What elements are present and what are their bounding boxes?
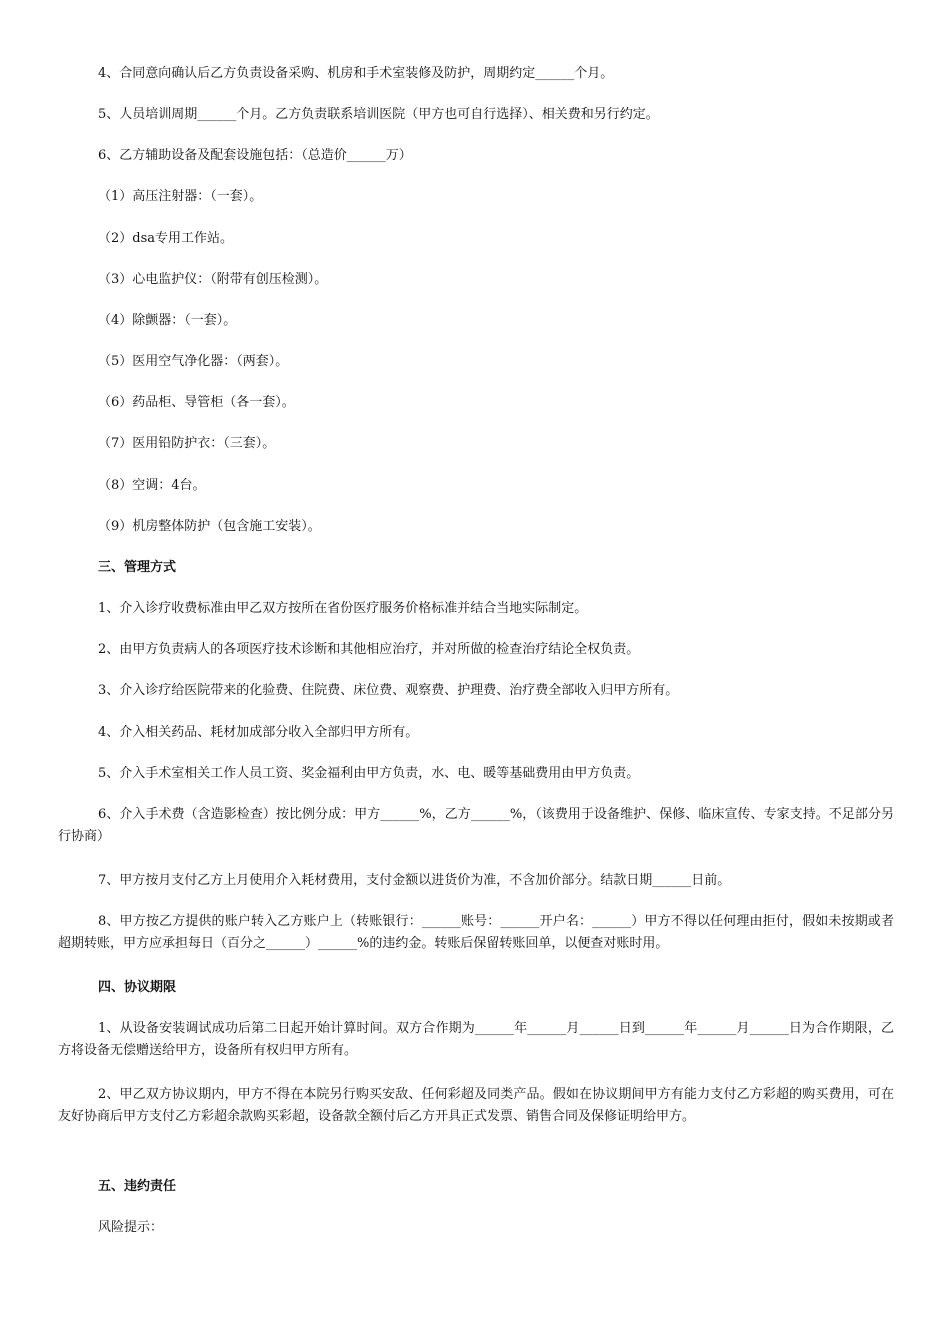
term-clause-2: 2、甲乙双方协议期内，甲方不得在本院另行购买安敌、任何彩超及同类产品。假如在协议期间甲方有能力支付乙方彩超的购买费用，可在友好协商后甲方支付乙方彩超余款购买彩超，设备款全额付后乙方开具正式发票、销售合同及保修证明给甲方。: [58, 1087, 894, 1124]
equipment-item-5: （5）医用空气净化器：（两套）。: [98, 354, 289, 369]
equipment-item-2: （2）dsa专用工作站。: [98, 231, 234, 246]
management-clause-8: 8、甲方按乙方提供的账户转入乙方账户上（转账银行：______账号：______开户名：______）甲方不得以任何理由拒付，假如未按期或者超期转账，甲方应承担每日（百分之______）______%的违约金。转账后保留转账回单，以便查对账时用。: [58, 914, 894, 951]
equipment-item-8: （8）空调：4台。: [98, 478, 206, 493]
equipment-item-6: （6）药品柜、导管柜（各一套）。: [98, 395, 295, 410]
risk-notice-label: 风险提示：: [98, 1220, 164, 1235]
equipment-item-7: （7）医用铅防护衣：（三套）。: [98, 436, 276, 451]
clause-5-training: 5、人员培训周期______个月。乙方负责联系培训医院（甲方也可自行选择）、相关费和另行约定。: [98, 107, 659, 122]
equipment-item-1: （1）高压注射器：（一套）。: [98, 189, 263, 204]
management-clause-1: 1、介入诊疗收费标准由甲乙双方按所在省份医疗服务价格标准并结合当地实际制定。: [98, 601, 588, 616]
management-clause-4: 4、介入相关药品、耗材加成部分收入全部归甲方所有。: [98, 725, 419, 740]
equipment-item-4: （4）除颤器：（一套）。: [98, 313, 237, 328]
management-clause-3: 3、介入诊疗给医院带来的化验费、住院费、床位费、观察费、护理费、治疗费全部收入归甲方所有。: [98, 683, 679, 698]
clause-6-equipment: 6、乙方辅助设备及配套设施包括：（总造价______万）: [98, 148, 412, 163]
management-clause-5: 5、介入手术室相关工作人员工资、奖金福利由甲方负责，水、电、暖等基础费用由甲方负责。: [98, 766, 640, 781]
equipment-item-3: （3）心电监护仪：（附带有创压检测）。: [98, 272, 328, 287]
section-heading-management: 三、管理方式: [98, 560, 177, 575]
section-heading-breach: 五、违约责任: [98, 1179, 177, 1194]
management-clause-2: 2、由甲方负责病人的各项医疗技术诊断和其他相应治疗，并对所做的检查治疗结论全权负责。: [98, 642, 640, 657]
section-heading-term: 四、协议期限: [98, 980, 177, 995]
term-clause-1: 1、从设备安装调试成功后第二日起开始计算时间。双方合作期为______年______月______日到______年______月______日为合作期限，乙方将设备无偿赠送给甲方，设备所有权归甲方所有。: [58, 1021, 894, 1058]
management-clause-6: 6、介入手术费（含造影检查）按比例分成：甲方______%，乙方______%，（该费用于设备维护、保修、临床宣传、专家支持。不足部分另行协商）: [58, 807, 894, 844]
clause-4-procurement: 4、合同意向确认后乙方负责设备采购、机房和手术室装修及防护，周期约定______个月。: [98, 66, 614, 81]
equipment-item-9: （9）机房整体防护（包含施工安装）。: [98, 519, 321, 534]
management-clause-7: 7、甲方按月支付乙方上月使用介入耗材费用，支付金额以进货价为准，不含加价部分。结款日期______日前。: [98, 873, 731, 888]
